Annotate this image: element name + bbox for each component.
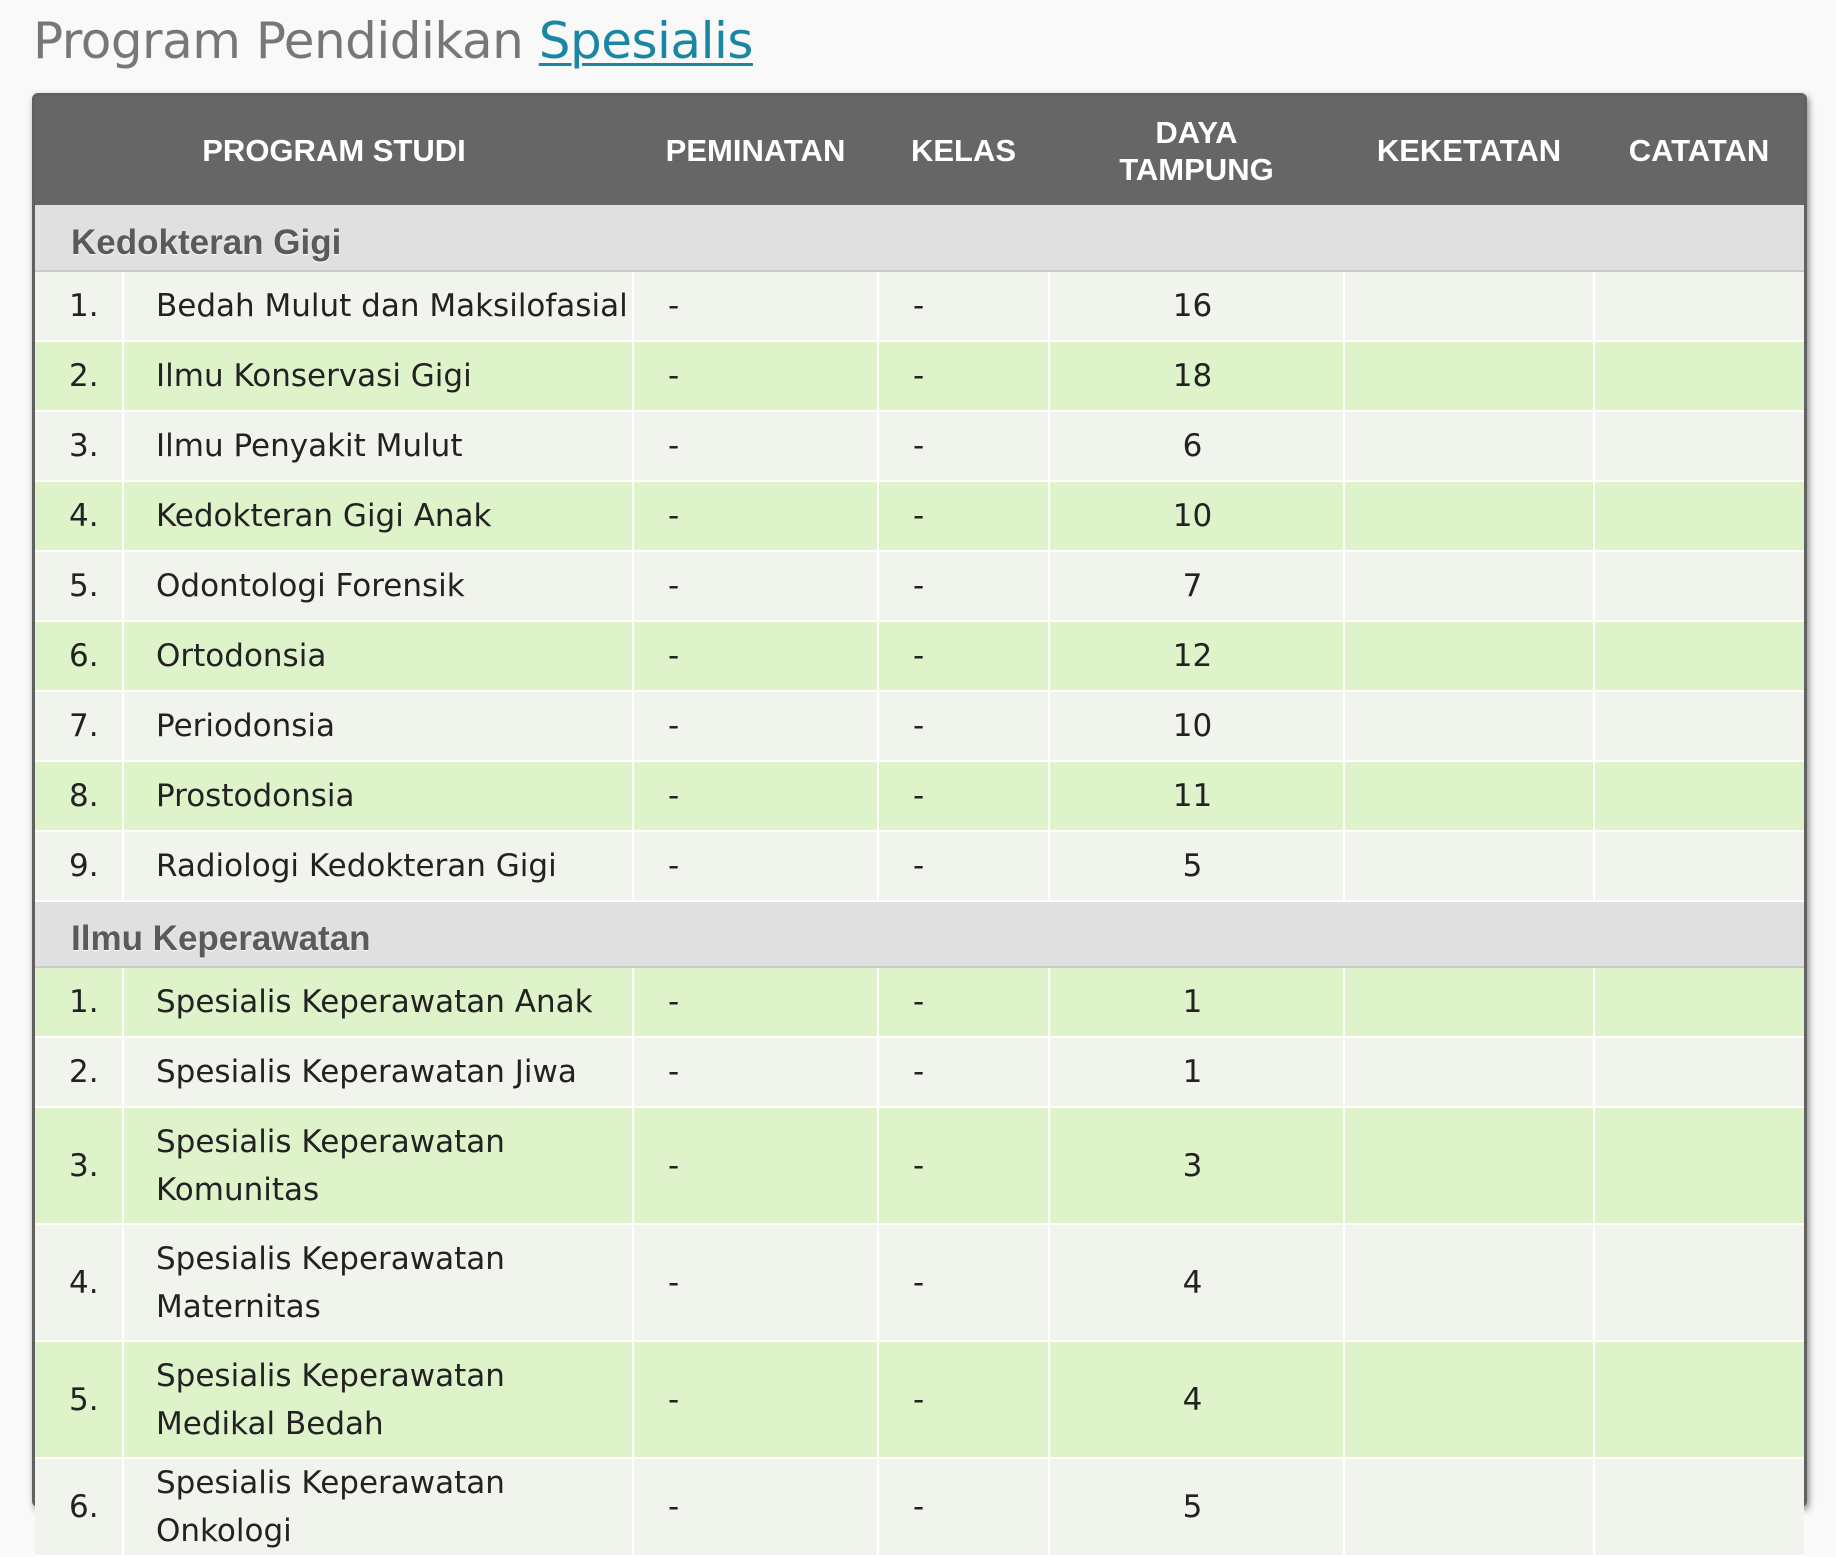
keketatan-cell [1344,1458,1594,1556]
table-row [35,1341,1804,1458]
row-number: 4. [35,1224,123,1341]
peminatan-cell: - [633,1224,878,1341]
group-row [35,205,1804,271]
peminatan-cell: - [633,621,878,691]
kelas-cell: - [878,1341,1049,1458]
column-header-daya-tampung-line2: TAMPUNG [1119,151,1274,187]
group-title: Ilmu Keperawatan [35,901,1804,967]
keketatan-cell [1344,761,1594,831]
column-header-kelas: KELAS [910,133,1017,168]
program-name: Odontologi Forensik [123,551,633,621]
row-number: 7. [35,691,123,761]
row-number: 4. [35,481,123,551]
column-header-peminatan: PEMINATAN [665,133,846,168]
daya-tampung-cell: 4 [1049,1341,1344,1458]
daya-tampung-cell: 4 [1049,1224,1344,1341]
catatan-cell [1594,1107,1804,1224]
kelas-cell: - [878,341,1049,411]
row-number: 5. [35,1341,123,1458]
program-name: Ilmu Penyakit Mulut [123,411,633,481]
kelas-cell: - [878,481,1049,551]
row-number: 2. [35,341,123,411]
program-name: Bedah Mulut dan Maksilofasial [123,271,633,341]
daya-tampung-cell: 1 [1049,1037,1344,1107]
kelas-cell: - [878,691,1049,761]
keketatan-cell [1344,691,1594,761]
kelas-cell: - [878,761,1049,831]
daya-tampung-cell: 16 [1049,271,1344,341]
keketatan-cell [1344,411,1594,481]
keketatan-cell [1344,341,1594,411]
peminatan-cell: - [633,271,878,341]
table-row [35,691,1804,761]
catatan-cell [1594,271,1804,341]
catatan-cell [1594,1341,1804,1458]
table-row [35,551,1804,621]
table-row [35,761,1804,831]
peminatan-cell: - [633,1107,878,1224]
catatan-cell [1594,1458,1804,1556]
row-number: 1. [35,271,123,341]
table-row [35,411,1804,481]
catatan-cell [1594,551,1804,621]
kelas-cell: - [878,967,1049,1037]
catatan-cell [1594,967,1804,1037]
keketatan-cell [1344,621,1594,691]
peminatan-cell: - [633,1341,878,1458]
table-row [35,1458,1804,1556]
daya-tampung-cell: 11 [1049,761,1344,831]
peminatan-cell: - [633,481,878,551]
daya-tampung-cell: 1 [1049,967,1344,1037]
program-name: Kedokteran Gigi Anak [123,481,633,551]
daya-tampung-cell: 5 [1049,831,1344,901]
kelas-cell: - [878,1037,1049,1107]
program-name: Radiologi Kedokteran Gigi [123,831,633,901]
table-row [35,831,1804,901]
column-header-program-studi: PROGRAM STUDI [202,133,466,168]
keketatan-cell [1344,967,1594,1037]
peminatan-cell: - [633,411,878,481]
catatan-cell [1594,1037,1804,1107]
row-number: 3. [35,1107,123,1224]
catatan-cell [1594,831,1804,901]
keketatan-cell [1344,831,1594,901]
peminatan-cell: - [633,1037,878,1107]
program-name: Spesialis Keperawatan Onkologi [123,1458,633,1556]
keketatan-cell [1344,1037,1594,1107]
column-header-keketatan: KEKETATAN [1376,133,1562,168]
catatan-cell [1594,621,1804,691]
kelas-cell: - [878,621,1049,691]
program-table-card [32,93,1807,1549]
table-row [35,967,1804,1037]
spesialis-link[interactable]: Spesialis [538,12,753,70]
table-row [35,1037,1804,1107]
table-row [35,341,1804,411]
program-table [35,96,1804,1557]
daya-tampung-cell: 7 [1049,551,1344,621]
row-number: 5. [35,551,123,621]
program-name: Ortodonsia [123,621,633,691]
page-title [33,6,753,76]
kelas-cell: - [878,271,1049,341]
daya-tampung-cell: 12 [1049,621,1344,691]
row-number: 8. [35,761,123,831]
column-header-daya-tampung [1049,96,1344,205]
peminatan-cell: - [633,341,878,411]
table-row [35,271,1804,341]
program-name: Prostodonsia [123,761,633,831]
kelas-cell: - [878,411,1049,481]
program-name: Spesialis Keperawatan Jiwa [123,1037,633,1107]
kelas-cell: - [878,831,1049,901]
keketatan-cell [1344,1341,1594,1458]
catatan-cell [1594,341,1804,411]
row-number: 9. [35,831,123,901]
daya-tampung-cell: 6 [1049,411,1344,481]
peminatan-cell: - [633,691,878,761]
program-name: Spesialis Keperawatan Komunitas [123,1107,633,1224]
daya-tampung-cell: 5 [1049,1458,1344,1556]
program-name: Spesialis Keperawatan Maternitas [123,1224,633,1341]
row-number: 3. [35,411,123,481]
group-title: Kedokteran Gigi [35,205,1804,271]
kelas-cell: - [878,1458,1049,1556]
peminatan-cell: - [633,761,878,831]
program-name: Spesialis Keperawatan Anak [123,967,633,1037]
daya-tampung-cell: 10 [1049,481,1344,551]
catatan-cell [1594,761,1804,831]
row-number: 6. [35,1458,123,1556]
table-header [35,96,1804,205]
daya-tampung-cell: 3 [1049,1107,1344,1224]
kelas-cell: - [878,1107,1049,1224]
row-number: 1. [35,967,123,1037]
column-header-catatan: CATATAN [1628,133,1770,168]
catatan-cell [1594,411,1804,481]
peminatan-cell: - [633,967,878,1037]
catatan-cell [1594,1224,1804,1341]
kelas-cell: - [878,1224,1049,1341]
kelas-cell: - [878,551,1049,621]
keketatan-cell [1344,271,1594,341]
table-row [35,621,1804,691]
daya-tampung-cell: 18 [1049,341,1344,411]
table-row [35,481,1804,551]
table-row [35,1107,1804,1224]
peminatan-cell: - [633,551,878,621]
table-body [35,205,1804,1556]
program-name: Spesialis Keperawatan Medikal Bedah [123,1341,633,1458]
program-name: Periodonsia [123,691,633,761]
daya-tampung-cell: 10 [1049,691,1344,761]
group-row [35,901,1804,967]
page-title-prefix: Program Pendidikan [33,12,524,70]
keketatan-cell [1344,1107,1594,1224]
program-name: Ilmu Konservasi Gigi [123,341,633,411]
column-header-daya-tampung-line1: DAYA [1155,114,1238,150]
peminatan-cell: - [633,1458,878,1556]
keketatan-cell [1344,481,1594,551]
keketatan-cell [1344,1224,1594,1341]
row-number: 2. [35,1037,123,1107]
catatan-cell [1594,481,1804,551]
catatan-cell [1594,691,1804,761]
keketatan-cell [1344,551,1594,621]
row-number: 6. [35,621,123,691]
peminatan-cell: - [633,831,878,901]
table-row [35,1224,1804,1341]
